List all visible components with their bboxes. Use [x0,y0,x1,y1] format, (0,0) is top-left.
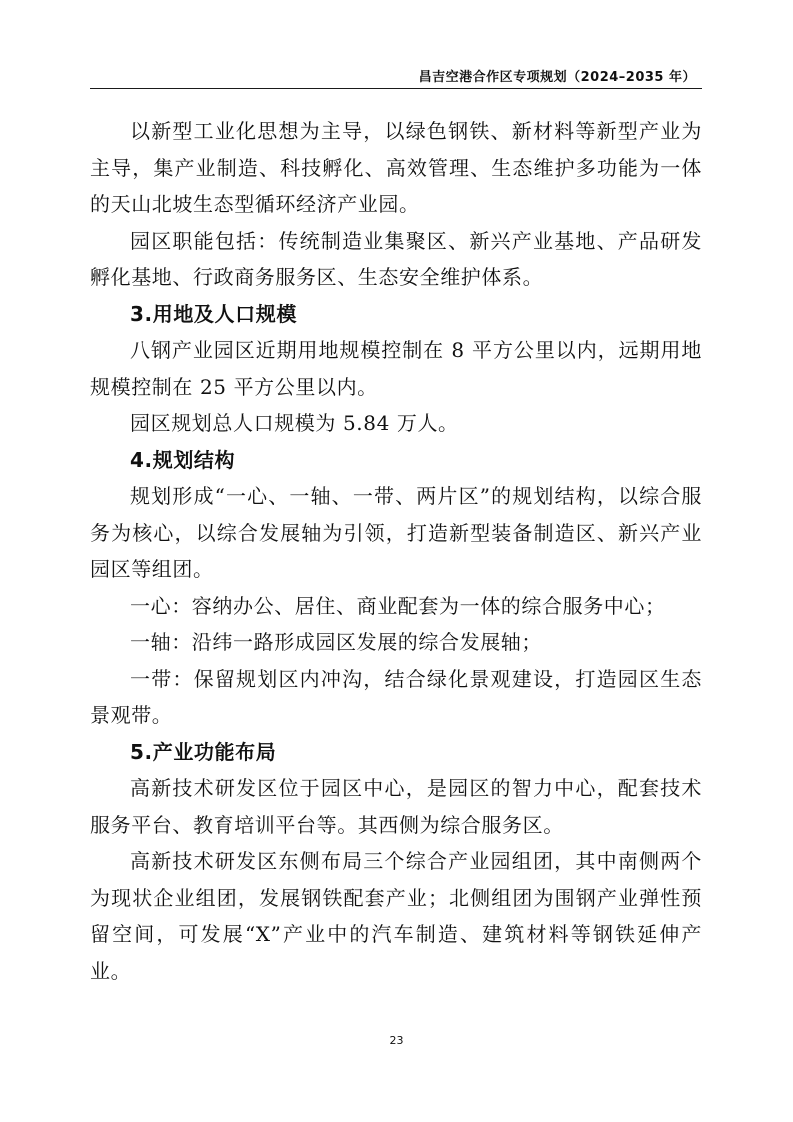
paragraph: 园区规划总人口规模为 5.84 万人。 [130,411,459,435]
paragraph: 一轴：沿纬一路形成园区发展的综合发展轴； [130,630,542,654]
paragraph: 一心：容纳办公、居住、商业配套为一体的综合服务中心； [130,593,666,618]
section-heading: 5.产业功能布局 [130,739,277,764]
paragraph: 园区职能包括：传统制造业集聚区、新兴产业基地、产品研发孵化基地、行政商务服务区、生态安全维护体系。 [90,228,702,289]
paragraph: 一带：保留规划区内冲沟，结合绿化景观建设，打造园区生态景观带。 [90,666,702,727]
paragraph: 高新技术研发区位于园区中心，是园区的智力中心，配套技术服务平台、教育培训平台等。其西侧为综合服务区。 [90,776,702,837]
section-heading: 4.规划结构 [130,447,236,472]
document-title: 昌吉空港合作区专项规划（2024–2035 年） [418,70,696,85]
section-heading: 3.用地及人口规模 [130,301,297,326]
page-header [90,62,702,89]
paragraph: 规划形成“一心、一轴、一带、两片区”的规划结构，以综合服务为核心，以综合发展轴为引领，打造新型装备制造区、新兴产业园区等组团。 [90,484,702,581]
page-number: 23 [389,1034,404,1047]
page-body [90,113,702,989]
paragraph: 八钢产业园区近期用地规模控制在 8 平方公里以内，远期用地规模控制在 25 平方公里以内。 [90,338,702,399]
paragraph: 以新型工业化思想为主导，以绿色钢铁、新材料等新型产业为主导，集产业制造、科技孵化、高效管理、生态维护多功能为一体的天山北坡生态型循环经济产业园。 [90,119,702,216]
paragraph: 高新技术研发区东侧布局三个综合产业园组团，其中南侧两个为现状企业组团，发展钢铁配套产业；北侧组团为围钢产业弹性预留空间，可发展“X”产业中的汽车制造、建筑材料等钢铁延伸产业。 [90,849,702,983]
